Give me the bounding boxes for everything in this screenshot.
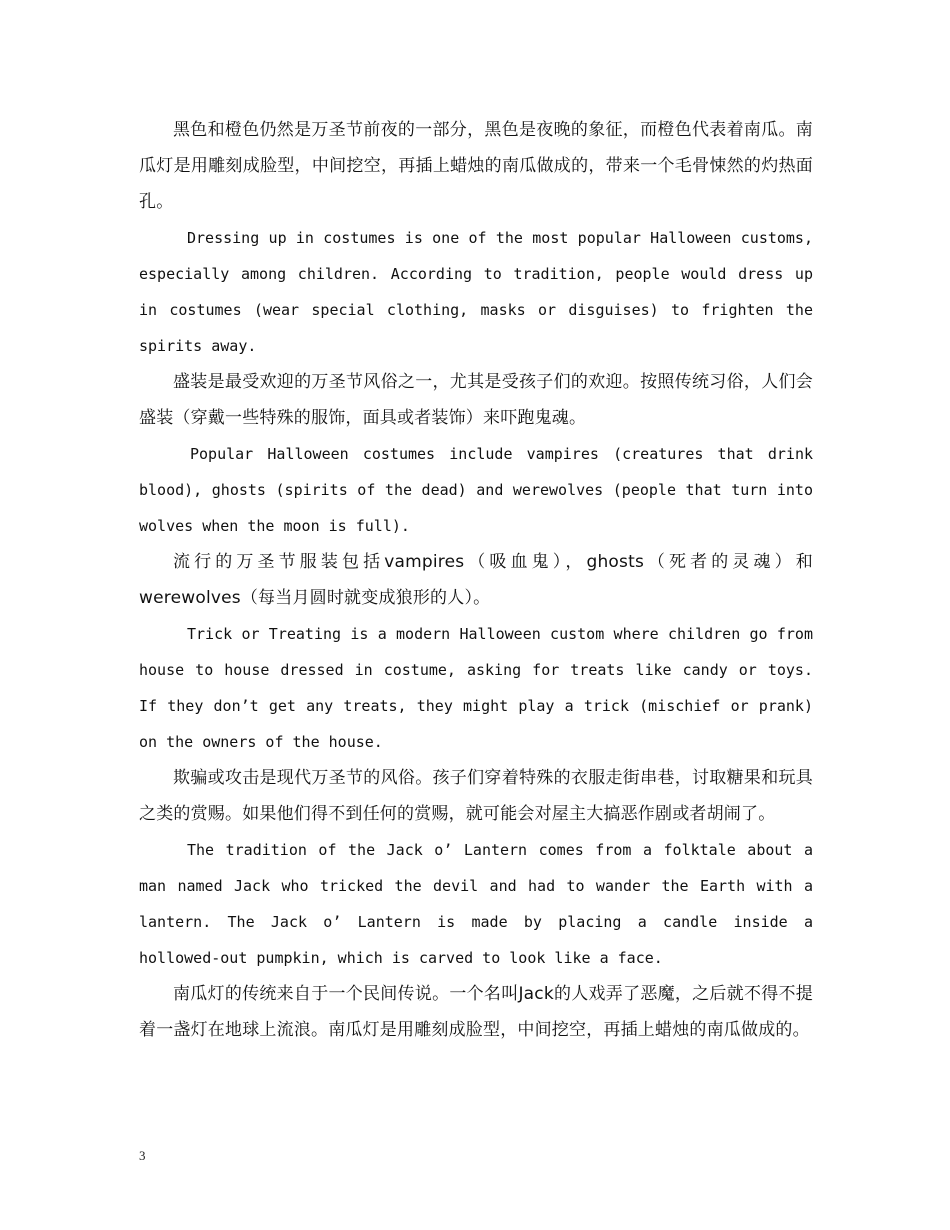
paragraph-en-trick-or-treat: Trick or Treating is a modern Halloween custom where children go from house to house dressed in costume, asking for treats like candy or toys. If they don’t get any treats, they might play a trick (mischief or prank) on the owners of the house. [139,625,813,751]
paragraph-en-popular-costumes: Popular Halloween costumes include vampires (creatures that drink blood), ghosts (spirits of the dead) and werewolves (people that turn into wolves when the moon is full). [139,445,813,535]
document-body [139,112,813,1048]
paragraph-zh-popular-costumes: 流行的万圣节服装包括vampires（吸血鬼），ghosts（死者的灵魂）和werewolves（每当月圆时就变成狼形的人）。 [139,552,813,608]
paragraph-zh-colors: 黑色和橙色仍然是万圣节前夜的一部分，黑色是夜晚的象征，而橙色代表着南瓜。南瓜灯是用雕刻成脸型，中间挖空，再插上蜡烛的南瓜做成的，带来一个毛骨悚然的灼热面孔。 [139,120,813,212]
paragraph-zh-jack-o-lantern: 南瓜灯的传统来自于一个民间传说。一个名叫Jack的人戏弄了恶魔，之后就不得不提着一盏灯在地球上流浪。南瓜灯是用雕刻成脸型，中间挖空，再插上蜡烛的南瓜做成的。 [139,984,813,1040]
paragraph-zh-costumes: 盛装是最受欢迎的万圣节风俗之一，尤其是受孩子们的欢迎。按照传统习俗，人们会盛装（穿戴一些特殊的服饰，面具或者装饰）来吓跑鬼魂。 [139,372,813,428]
page-number: 3 [139,1148,146,1163]
paragraph-zh-trick-or-treat: 欺骗或攻击是现代万圣节的风俗。孩子们穿着特殊的衣服走街串巷，讨取糖果和玩具之类的赏赐。如果他们得不到任何的赏赐，就可能会对屋主大搞恶作剧或者胡闹了。 [139,768,813,824]
paragraph-en-costumes: Dressing up in costumes is one of the most popular Halloween customs, especially among children. According to tradition, people would dress up in costumes (wear special clothing, masks or disguises) to frighten the spirits away. [139,229,813,355]
paragraph-en-jack-o-lantern: The tradition of the Jack o’ Lantern comes from a folktale about a man named Jack who tricked the devil and had to wander the Earth with a lantern. The Jack o’ Lantern is made by placing a candle inside a hollowed-out pumpkin, which is carved to look like a face. [139,841,813,967]
